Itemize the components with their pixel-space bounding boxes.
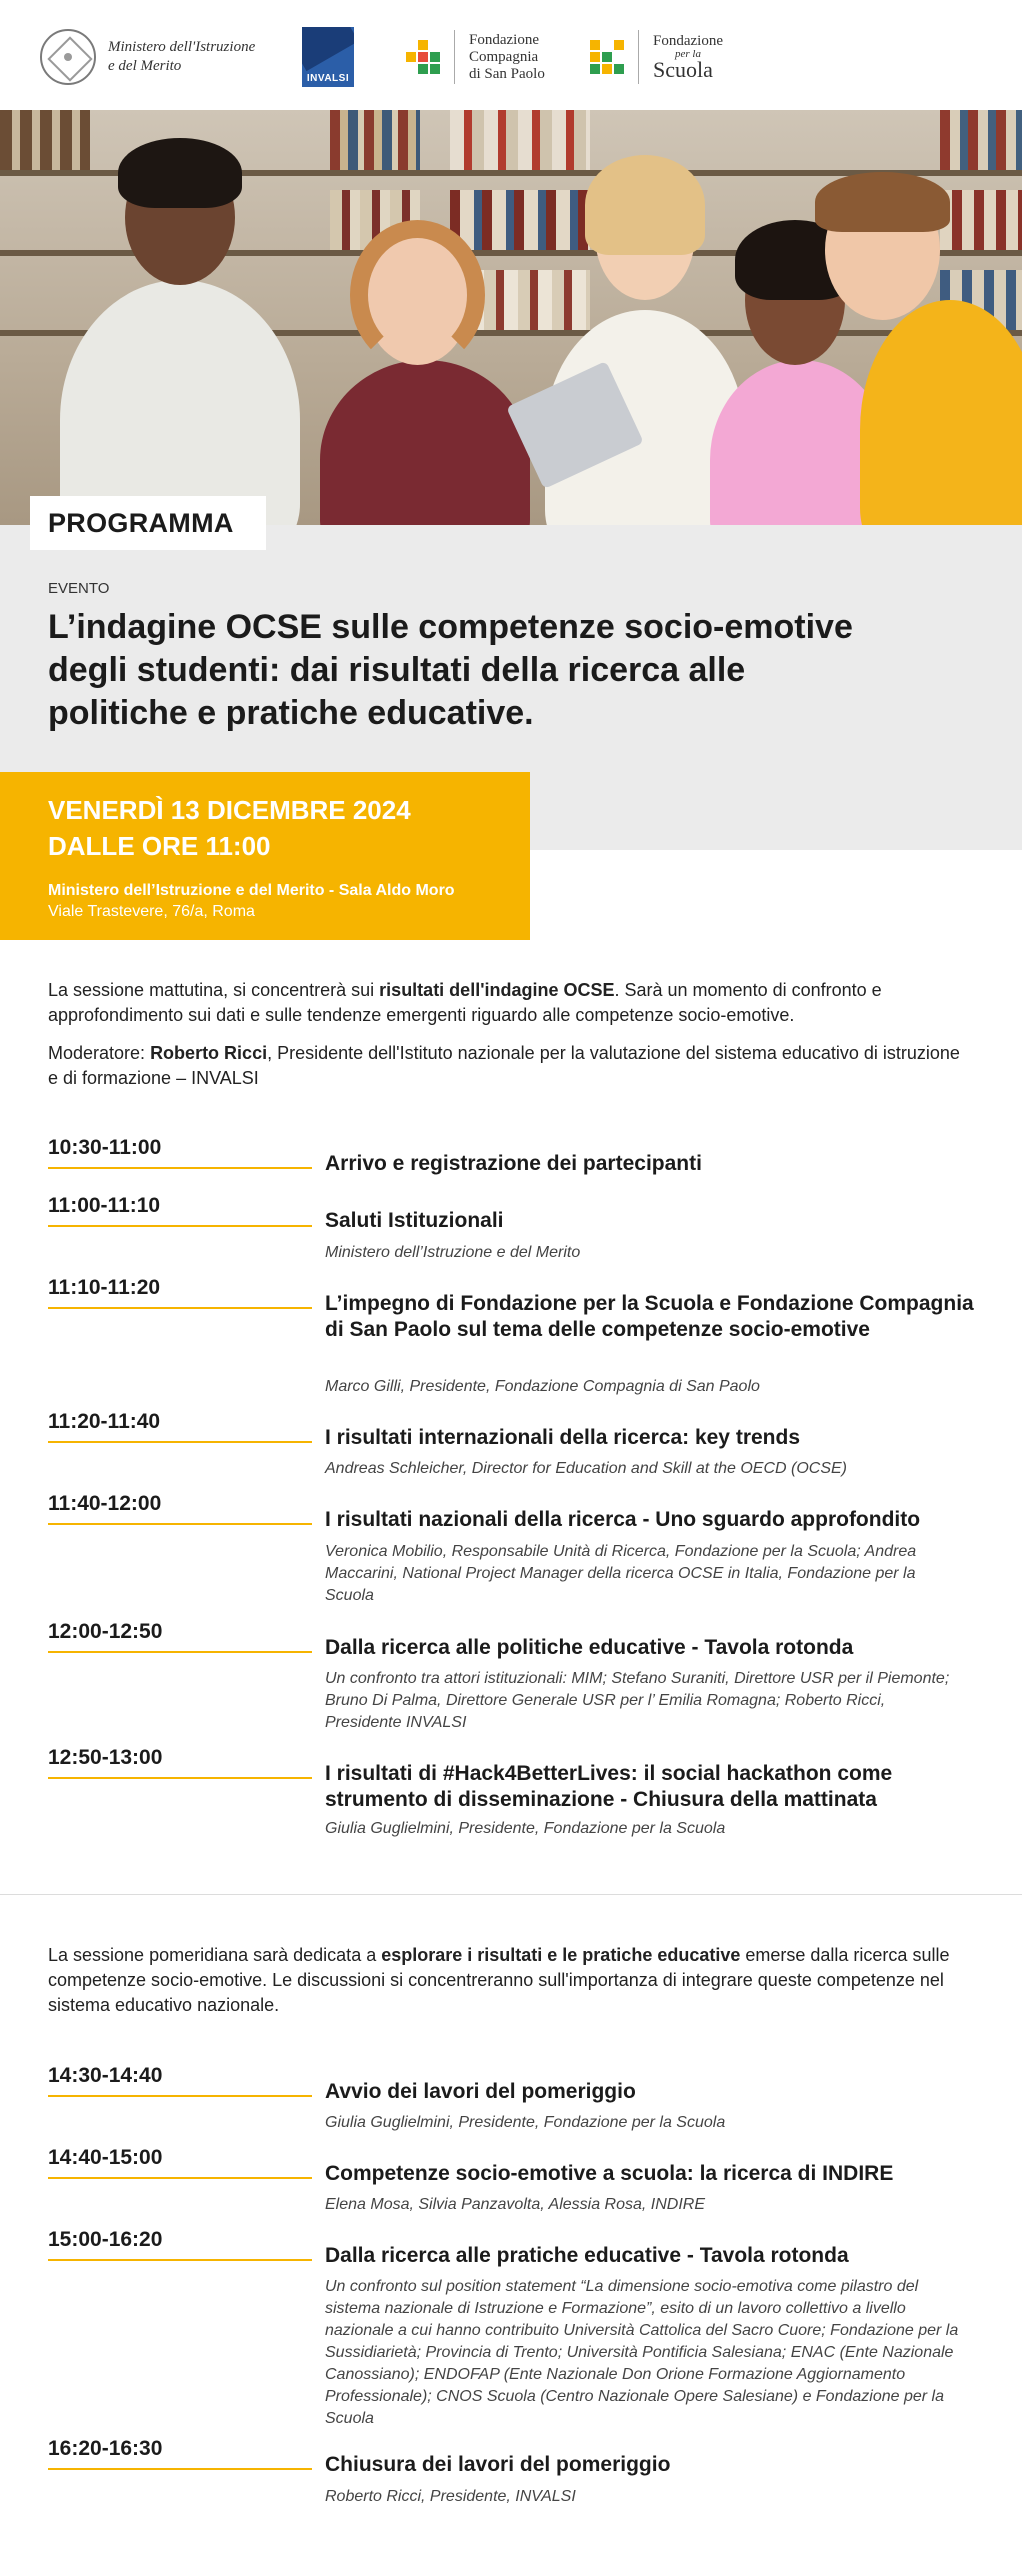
scuola-line2: per la	[675, 48, 701, 60]
schedule-speaker: Andreas Schleicher, Director for Education and Skill at the OECD (OCSE)	[325, 1460, 847, 1477]
mosaic-icon	[590, 40, 624, 74]
schedule-speaker: Ministero dell’Istruzione e del Merito	[325, 1244, 581, 1261]
schedule-title: I risultati internazionali della ricerca: key trends	[325, 1426, 801, 1449]
ministero-name-line2: e del Merito	[108, 58, 182, 74]
schedule-time: 11:00-11:10	[48, 1194, 312, 1227]
scuola-line1: Fondazione	[653, 33, 723, 49]
schedule-time: 11:20-11:40	[48, 1410, 312, 1443]
schedule-speaker: Veronica Mobilio, Responsabile Unità di Ricerca, Fondazione per la Scuola; Andrea Maccarini, National Project Manager della ricerca OCSE in Italia, Fondazione per la Scuola	[325, 1543, 917, 1604]
morning-intro: La sessione mattutina, si concentrerà sui risultati dell'indagine OCSE. Sarà un momento di confronto e approfondimento sui dati e sulle tendenze emergenti riguardo alle competenze socio-emotive.	[48, 980, 882, 1025]
csp-line3: di San Paolo	[469, 65, 545, 82]
hero-photo-students	[0, 110, 1022, 525]
section-divider	[0, 1894, 1022, 1895]
schedule-time: 12:00-12:50	[48, 1620, 312, 1653]
schedule-time: 14:30-14:40	[48, 2064, 312, 2097]
event-place: Ministero dell’Istruzione e del Merito - Sala Aldo Moro	[48, 882, 455, 899]
title-line-2: degli studenti: dai risultati della ricerca alle	[48, 651, 746, 689]
event-time: DALLE ORE 11:00	[48, 831, 271, 861]
title-line-3: politiche e pratiche educative.	[48, 694, 534, 732]
schedule-title: L’impegno di Fondazione per la Scuola e Fondazione Compagnia di San Paolo sul tema delle competenze socio-emotive	[325, 1292, 974, 1341]
schedule-time: 14:40-15:00	[48, 2146, 312, 2179]
schedule-title: Avvio dei lavori del pomeriggio	[325, 2080, 636, 2103]
schedule-speaker: Elena Mosa, Silvia Panzavolta, Alessia Rosa, INDIRE	[325, 2196, 706, 2213]
schedule-speaker: Un confronto tra attori istituzionali: MIM; Stefano Suraniti, Direttore USR per il Piemonte; Bruno Di Palma, Direttore Generale USR per l’ Emilia Romagna; Roberto Ricci, Presidente INVALSI	[325, 1670, 950, 1731]
title-line-1: L’indagine OCSE sulle competenze socio-emotive	[48, 608, 853, 646]
page-title	[48, 606, 968, 735]
schedule-title: Competenze socio-emotive a scuola: la ricerca di INDIRE	[325, 2162, 894, 2185]
moderator-name: Roberto Ricci	[150, 1043, 268, 1063]
evento-label: EVENTO	[48, 580, 110, 597]
italian-emblem-icon	[40, 29, 96, 85]
ministero-name-line1: Ministero dell'Istruzione	[108, 39, 256, 55]
schedule-title: Arrivo e registrazione dei partecipanti	[325, 1152, 702, 1175]
schedule-title: Dalla ricerca alle politiche educative - Tavola rotonda	[325, 1636, 854, 1659]
schedule-speaker: Giulia Guglielmini, Presidente, Fondazione per la Scuola	[325, 1820, 726, 1837]
schedule-time: 11:40-12:00	[48, 1492, 312, 1525]
date-box	[0, 772, 530, 940]
moderator-text: Moderatore: Roberto Ricci, Presidente dell'Istituto nazionale per la valutazione del sistema educativo di istruzione e di formazione – INVALSI	[48, 1043, 960, 1088]
event-address: Viale Trastevere, 76/a, Roma	[48, 903, 255, 920]
ministero-logo	[40, 22, 258, 92]
schedule-speaker: Roberto Ricci, Presidente, INVALSI	[325, 2488, 576, 2505]
schedule-speaker: Marco Gilli, Presidente, Fondazione Compagnia di San Paolo	[325, 1378, 760, 1395]
schedule-title: I risultati nazionali della ricerca - Uno sguardo approfondito	[325, 1508, 921, 1531]
schedule-speaker: Giulia Guglielmini, Presidente, Fondazione per la Scuola	[325, 2114, 726, 2131]
schedule-title: Dalla ricerca alle pratiche educative - Tavola rotonda	[325, 2244, 849, 2267]
csp-line1: Fondazione	[469, 31, 539, 48]
invalsi-label: INVALSI	[306, 73, 350, 84]
schedule-time: 16:20-16:30	[48, 2437, 312, 2470]
invalsi-logo	[302, 22, 354, 92]
csp-line2: Compagnia	[469, 48, 539, 65]
fondazione-scuola-logo	[590, 22, 723, 92]
schedule-time: 15:00-16:20	[48, 2228, 312, 2261]
schedule-title: I risultati di #Hack4BetterLives: il social hackathon come strumento di disseminazione - Chiusura della mattinata	[325, 1762, 893, 1811]
afternoon-intro: La sessione pomeridiana sarà dedicata a esplorare i risultati e le pratiche educative emerse dalla ricerca sulle competenze socio-emotive. Le discussioni si concentreranno sull'importanza di integrare queste competenze nel sistema educativo nazionale.	[48, 1945, 950, 2015]
header-logos	[0, 0, 1022, 110]
mosaic-icon	[406, 40, 440, 74]
schedule-time: 10:30-11:00	[48, 1136, 312, 1169]
schedule-title: Chiusura dei lavori del pomeriggio	[325, 2453, 671, 2476]
compagnia-san-paolo-logo	[406, 22, 545, 92]
programma-label: PROGRAMMA	[30, 496, 266, 550]
event-date: VENERDÌ 13 DICEMBRE 2024	[48, 795, 411, 825]
scuola-line3: Scuola	[653, 57, 713, 82]
schedule-title: Saluti Istituzionali	[325, 1209, 504, 1232]
schedule-speaker: Un confronto sul position statement “La dimensione socio-emotiva come pilastro del sistema nazionale di Istruzione e Formazione”, esito di un lavoro collettivo a livello nazionale a cui hanno contribuito Università Cattolica del Sacro Cuore; Fondazione per la Sussidiarietà; Provincia di Trento; Università Pontificia Salesiana; ENAC (Ente Nazionale Canossiano); ENDOFAP (Ente Nazionale Don Orione Formazione Aggiornamento Professionale); CNOS Scuola (Centro Nazionale Opere Salesiane) e Fondazione per la Scuola	[325, 2278, 959, 2427]
schedule-time: 11:10-11:20	[48, 1276, 312, 1309]
schedule-time: 12:50-13:00	[48, 1746, 312, 1779]
